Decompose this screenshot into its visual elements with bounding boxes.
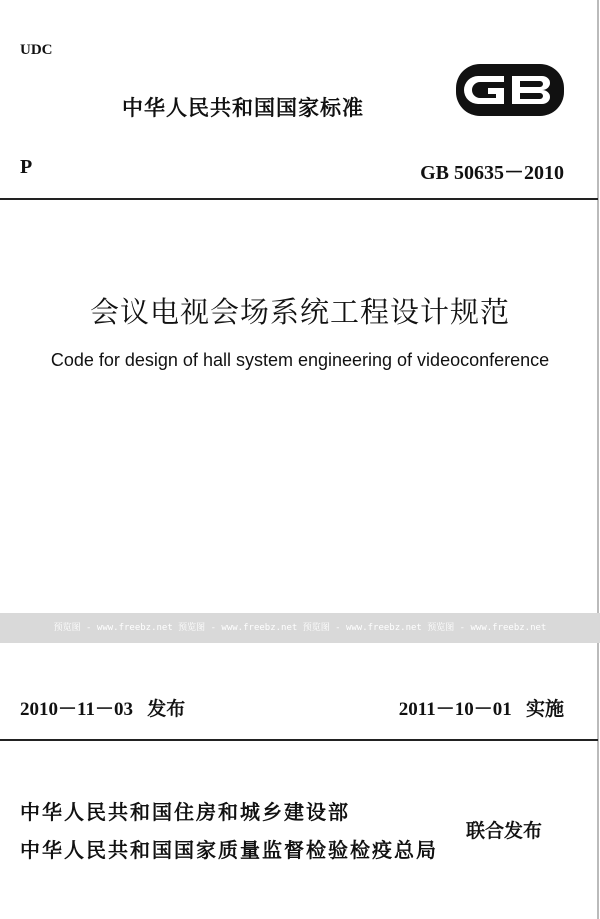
divider-top — [0, 198, 598, 200]
effective-date — [399, 694, 564, 721]
issuer-2: 中华人民共和国国家质量监督检验检疫总局 — [20, 838, 438, 862]
category-code: P — [20, 156, 33, 178]
effective-label: 实施 — [525, 699, 564, 720]
udc-label: UDC — [20, 42, 53, 58]
issue-label: 发布 — [147, 699, 186, 720]
watermark-band: 预览图 - www.freebz.net 预览图 - www.freebz.net 预览图 - www.freebz.net 预览图 - www.freebz.net — [0, 613, 600, 643]
divider-bottom — [0, 739, 598, 741]
issue-date — [20, 694, 185, 721]
standard-type: 中华人民共和国国家标准 — [122, 96, 364, 120]
joint-issue-label: 联合发布 — [466, 820, 543, 842]
issuer-1: 中华人民共和国住房和城乡建设部 — [20, 800, 350, 824]
page-edge — [597, 0, 599, 919]
standard-number: GB 50635－2010 — [420, 162, 564, 184]
issue-date-value: 2010－11－03 — [20, 699, 133, 720]
title-english: Code for design of hall system engineering of videoconference — [50, 350, 550, 370]
title-chinese: 会议电视会场系统工程设计规范 — [89, 295, 510, 329]
effective-date-value: 2011－10－01 — [398, 699, 512, 720]
gb-logo — [454, 62, 566, 118]
